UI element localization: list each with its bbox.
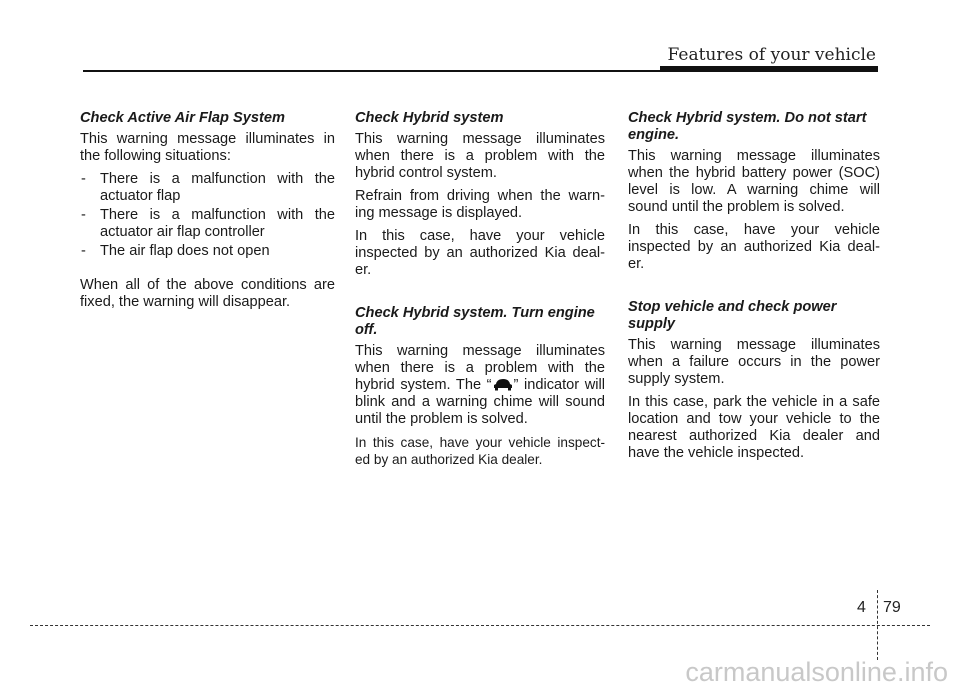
page-number: 79 bbox=[883, 599, 901, 616]
column-3 bbox=[628, 110, 880, 468]
section-title: Features of your vehicle bbox=[667, 45, 876, 65]
paragraph-closing: When all of the above conditions are fixed, the warning will disappear. bbox=[80, 277, 335, 310]
list-item: - There is a malfunction with the actuator air flap controller bbox=[80, 207, 335, 241]
paragraph: This warning message illuminates when the hybrid battery power (SOC) level is low. A warning chime will sound until the problem is solved. bbox=[628, 148, 880, 215]
paragraph: In this case, have your vehicle inspected by an authorized Kia deal- er. bbox=[628, 222, 880, 272]
heading-do-not-start-engine: Check Hybrid system. Do not start engine. bbox=[628, 110, 867, 143]
column-2 bbox=[355, 110, 605, 474]
paragraph: Refrain from driving when the warn- ing message is displayed. bbox=[355, 188, 605, 221]
column-1 bbox=[80, 110, 335, 317]
list-item: - There is a malfunction with the actuator flap bbox=[80, 171, 335, 205]
paragraph: This warning message illuminates when a failure occurs in the power supply system. bbox=[628, 337, 880, 387]
chapter-number: 4 bbox=[857, 599, 866, 616]
header-rule-thick bbox=[660, 66, 878, 72]
text-after-icon: ” indicator will blink and a warning chime will sound until the problem is solved. bbox=[355, 377, 605, 427]
paragraph: In this case, have your vehicle inspect- ed by an authorized Kia dealer. bbox=[355, 435, 605, 467]
watermark: carmanualsonline.info bbox=[685, 657, 948, 687]
paragraph-intro: This warning message illuminates in the following situations: bbox=[80, 131, 335, 164]
page-number-separator bbox=[877, 590, 878, 660]
paragraph: In this case, park the vehicle in a safe location and tow your vehicle to the nearest authorized Kia dealer and have the vehicle inspected. bbox=[628, 394, 880, 461]
hybrid-vehicle-warning-icon bbox=[492, 377, 514, 391]
paragraph: This warning message illuminates when there is a problem with the hybrid control system. bbox=[355, 131, 605, 181]
footer-dashed-rule bbox=[30, 625, 930, 626]
heading-check-hybrid-system: Check Hybrid system bbox=[355, 110, 504, 126]
paragraph-with-icon bbox=[355, 343, 605, 428]
heading-check-active-air-flap: Check Active Air Flap System bbox=[80, 110, 285, 126]
list-item: - The air flap does not open bbox=[80, 243, 335, 260]
heading-turn-engine-off: Check Hybrid system. Turn engine off. bbox=[355, 305, 595, 338]
situation-list bbox=[80, 171, 335, 260]
header-rule-thin bbox=[83, 70, 703, 72]
paragraph: In this case, have your vehicle inspected by an authorized Kia deal- er. bbox=[355, 228, 605, 278]
heading-stop-vehicle: Stop vehicle and check power supply bbox=[628, 299, 837, 332]
text-before-icon: This warning message illuminates when there is a problem with the hybrid system. The “ bbox=[355, 343, 605, 393]
